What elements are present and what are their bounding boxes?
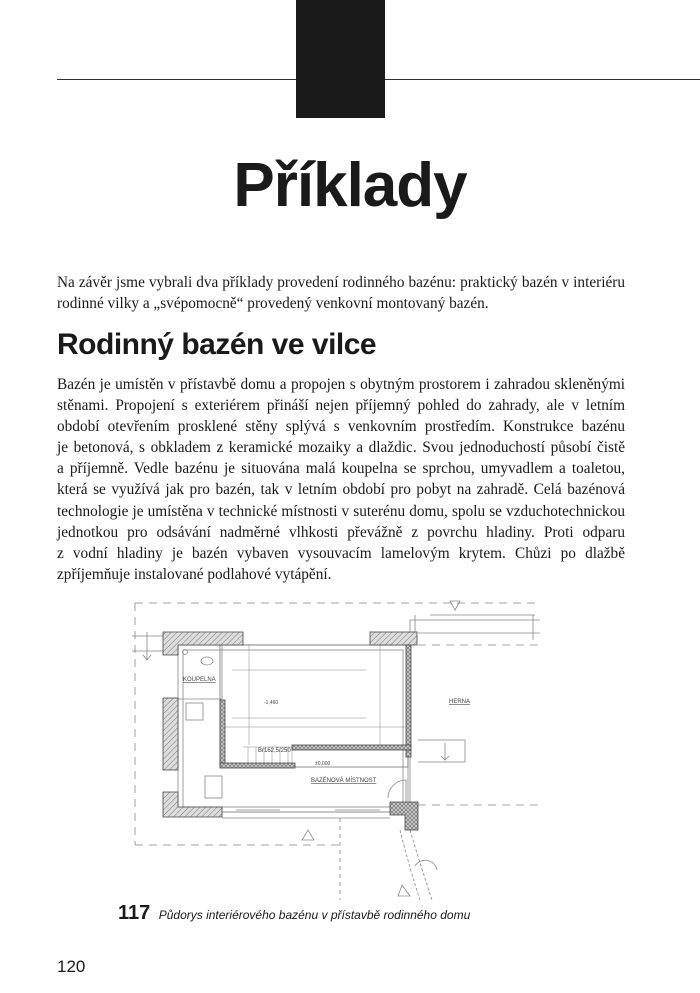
page-number: 120 (57, 957, 86, 976)
text-line: jednotkou pro odsávání nadměrné vlhkosti převážně z povrchu hladiny. Proti odparu (57, 523, 625, 541)
pool-level-label: -1,460 (264, 700, 279, 706)
text-line: je betonová, s obkladem z keramické mozaiky a dlaždic. Svou jednoduchostí působí čistě (57, 439, 625, 457)
body-paragraph (57, 374, 625, 585)
text-line: stěnami. Propojení s exteriérem přináší nejen příjemný pohled do zahrady, ale v letním (57, 397, 625, 415)
text-line: rodinné vilky a „svépomocně“ provedený venkovní montovaný bazén. (57, 295, 489, 313)
text-line: Bazén je umístěn v přístavbě domu a propojen s obytným prostorem i zahradou skleněnými (57, 376, 625, 393)
stairs-label: Br162,5/250 (258, 748, 291, 754)
page-title: Příklady (233, 151, 467, 220)
column (390, 802, 418, 830)
wall (163, 632, 243, 655)
room-label-pool-room: BAZÉNOVÁ MÍSTNOST (311, 778, 377, 784)
room-label-playroom: HERNA (449, 699, 471, 705)
text-line: zpříjemňuje instalované podlahové vytápění. (57, 565, 332, 583)
text-line: technologie je umístěna v technické místnosti v suterénu domu, spolu se vzduchotechnickou (57, 502, 625, 520)
text-line: Na závěr jsme vybrali dva příklady provedení rodinného bazénu: praktický bazén v interiéru (57, 274, 625, 291)
section-heading: Rodinný bazén ve vilce (57, 328, 377, 361)
wall (163, 792, 222, 817)
figure-number: 117 (118, 902, 151, 924)
text-line: z vodní hladiny je bazén vybaven vysouvacím lamelovým krytem. Chůzi po dlažbě (57, 544, 625, 562)
wall (163, 698, 178, 770)
floor-level-label: ±0,000 (315, 761, 331, 767)
room-label-bathroom: KOUPELNA (183, 677, 216, 683)
figure-caption-text: Půdorys interiérového bazénu v přístavbě rodinného domu (158, 908, 471, 922)
wall (370, 632, 417, 645)
text-line: období otevřením prosklené stěny splývá s venkovním prostředím. Konstrukce bazénu (57, 418, 625, 436)
floor-plan-figure (125, 595, 550, 900)
figure-caption (118, 902, 470, 925)
chapter-tab-block (296, 0, 385, 118)
text-line: která se využívá jak pro bazén, tak v letním období pro pobyt na zahradě. Celá bazénová (57, 481, 625, 499)
text-line: a příjemně. Vedle bazénu je situována malá koupelna se sprchou, umyvadlem a toaletou, (57, 460, 625, 478)
intro-paragraph (57, 272, 625, 314)
